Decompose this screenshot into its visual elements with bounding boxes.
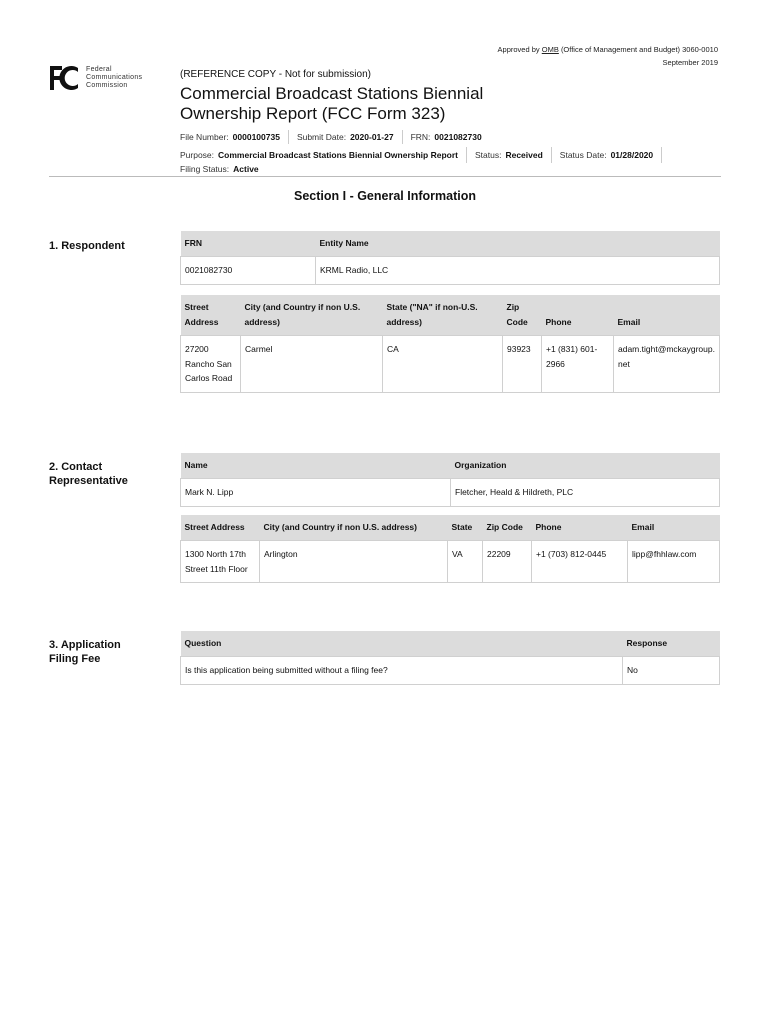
respondent-label: 1. Respondent — [49, 240, 125, 252]
approved-prefix: Approved by — [497, 45, 540, 54]
zip-code-header: Zip Code — [503, 295, 542, 336]
file-number — [180, 130, 289, 144]
name-header: Name — [181, 453, 451, 479]
status-date — [560, 147, 662, 163]
table-row — [181, 541, 720, 583]
approved-suffix: (Office of Management and Budget) 3060-0010 — [560, 45, 718, 54]
filing-meta-row-3 — [180, 162, 275, 176]
reference-copy-note: (REFERENCE COPY - Not for submission) — [180, 69, 371, 80]
omb-approval — [498, 43, 718, 69]
contact-name-table — [180, 453, 720, 507]
table-row — [181, 257, 720, 285]
table-row — [181, 336, 720, 393]
zip-cell: 22209 — [483, 541, 532, 583]
submit-date-label: Submit Date: — [296, 132, 347, 142]
agency-line: Federal — [86, 66, 112, 73]
street-address-header: Street Address — [181, 295, 241, 336]
status-value: Received — [505, 150, 543, 160]
street-cell: 1300 North 17th Street 11th Floor — [181, 541, 260, 583]
city-cell: Carmel — [241, 336, 383, 393]
fcc-logo — [48, 64, 142, 92]
respondent-frn-table — [180, 231, 720, 285]
filing-status-label: Filing Status: — [180, 164, 230, 174]
zip-code-header: Zip Code — [483, 515, 532, 541]
phone-cell: +1 (703) 812-0445 — [532, 541, 628, 583]
state-cell: CA — [383, 336, 503, 393]
agency-name — [86, 66, 142, 90]
organization-header: Organization — [451, 453, 720, 479]
frn — [411, 130, 490, 144]
purpose-label: Purpose: — [180, 150, 215, 160]
agency-line: Commission — [86, 82, 128, 89]
question-cell: Is this application being submitted without a filing fee? — [181, 657, 623, 685]
agency-line: Communications — [86, 74, 143, 81]
application-filing-fee-label — [49, 638, 121, 666]
fee-label-line: Filing Fee — [49, 653, 101, 665]
city-cell: Arlington — [260, 541, 448, 583]
file-number-value: 0000100735 — [232, 132, 280, 142]
question-header: Question — [181, 631, 623, 657]
entity-name-cell: KRML Radio, LLC — [316, 257, 720, 285]
frn-value: 0021082730 — [434, 132, 482, 142]
purpose — [180, 147, 467, 163]
phone-header: Phone — [542, 295, 614, 336]
fcc-logo-icon — [48, 64, 80, 92]
status — [475, 147, 552, 163]
status-label: Status: — [474, 150, 502, 160]
approved-date: September 2019 — [662, 58, 718, 67]
filing-meta-row-1 — [180, 130, 498, 144]
respondent-address-table — [180, 295, 720, 393]
email-cell: lipp@fhhlaw.com — [628, 541, 720, 583]
email-header: Email — [628, 515, 720, 541]
state-cell: VA — [448, 541, 483, 583]
status-date-label: Status Date: — [559, 150, 607, 160]
contact-label-line: Representative — [49, 475, 128, 487]
form-title: Commercial Broadcast Stations Biennial Ownership Report (FCC Form 323) — [180, 84, 484, 123]
response-cell: No — [623, 657, 720, 685]
frn-header: FRN — [181, 231, 316, 257]
contact-address-table — [180, 515, 720, 583]
street-cell: 27200 Rancho San Carlos Road — [181, 336, 241, 393]
filing-fee-table — [180, 631, 720, 685]
city-header: City (and Country if non U.S. address) — [260, 515, 448, 541]
frn-cell: 0021082730 — [181, 257, 316, 285]
table-row — [181, 479, 720, 507]
omb-abbr: OMB — [541, 45, 559, 54]
city-header: City (and Country if non U.S. address) — [241, 295, 383, 336]
street-address-header: Street Address — [181, 515, 260, 541]
filing-status — [180, 162, 267, 176]
status-date-value: 01/28/2020 — [610, 150, 654, 160]
state-header: State ("NA" if non-U.S. address) — [383, 295, 503, 336]
contact-representative-label — [49, 460, 128, 488]
organization-cell: Fletcher, Heald & Hildreth, PLC — [451, 479, 720, 507]
submit-date — [297, 130, 403, 144]
submit-date-value: 2020-01-27 — [350, 132, 394, 142]
fee-label-line: 3. Application — [49, 639, 121, 651]
filing-meta-row-2 — [180, 147, 670, 163]
file-number-label: File Number: — [180, 132, 229, 142]
frn-label: FRN: — [410, 132, 431, 142]
email-cell: adam.tight@mckaygroup.net — [614, 336, 720, 393]
section-title: Section I - General Information — [294, 189, 476, 203]
purpose-value: Commercial Broadcast Stations Biennial Ownership Report — [218, 150, 458, 160]
header-divider — [49, 176, 721, 177]
contact-label-line: 2. Contact — [49, 461, 103, 473]
entity-name-header: Entity Name — [316, 231, 720, 257]
email-header: Email — [614, 295, 720, 336]
zip-cell: 93923 — [503, 336, 542, 393]
response-header: Response — [623, 631, 720, 657]
filing-status-value: Active — [233, 164, 259, 174]
phone-header: Phone — [532, 515, 628, 541]
state-header: State — [448, 515, 483, 541]
contact-name-cell: Mark N. Lipp — [181, 479, 451, 507]
phone-cell: +1 (831) 601-2966 — [542, 336, 614, 393]
table-row — [181, 657, 720, 685]
